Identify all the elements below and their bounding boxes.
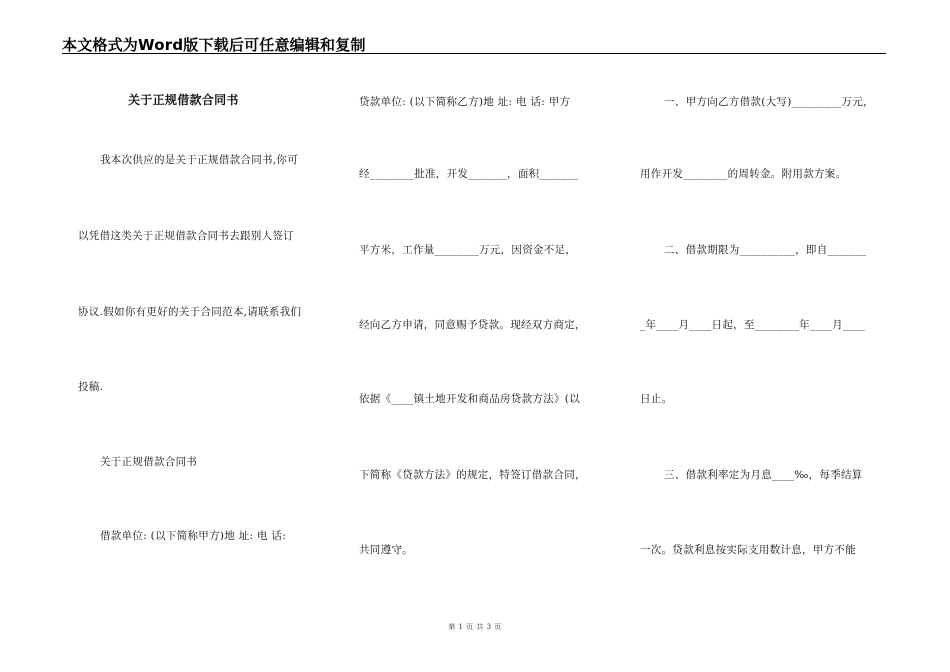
paragraph-line: 平方米，工作量________万元，因资金不足， [359, 244, 577, 256]
document-title: 关于正规借款合同书 [128, 93, 239, 107]
paragraph-line: 二、借款期限为__________，即自_______ [664, 244, 867, 256]
paragraph-line: 下简称《贷款方法》的规定，特签订借款合同， [359, 469, 586, 481]
paragraph-line: 协议.假如你有更好的关于合同范本,请联系我们 [78, 306, 302, 318]
paragraph-line: 三、借款利率定为月息____‰，每季结算 [664, 469, 863, 481]
section-heading: 关于正规借款合同书 [100, 456, 198, 468]
paragraph-line: 一、甲方向乙方借款(大写)_________万元， [664, 96, 874, 108]
paragraph-line: 贷款单位: (以下简称乙方)地 址: 电 话: 甲方 [359, 96, 571, 108]
header-divider [62, 53, 886, 54]
paragraph-line: 经________批准，开发_______，面积_______ [359, 168, 579, 180]
paragraph-line: _年____月____日起，至________年____月____ [640, 319, 866, 331]
paragraph-line: 依据《____镇土地开发和商品房贷款方法》(以 [359, 393, 580, 405]
paragraph-line: 共同遵守。 [359, 544, 413, 556]
paragraph-line: 借款单位: (以下简称甲方)地 址: 电 话: [100, 530, 287, 542]
paragraph-line: 以凭借这类关于正规借款合同书去跟别人签订 [78, 230, 294, 242]
page-number: 第 1 页 共 3 页 [448, 623, 502, 631]
paragraph-line: 我本次供应的是关于正规借款合同书,你可 [100, 154, 299, 166]
paragraph-line: 一次。贷款利息按实际支用数计息，甲方不能 [640, 544, 856, 556]
paragraph-line: 日止。 [640, 393, 673, 405]
paragraph-line: 投稿. [78, 381, 104, 393]
paragraph-line: 用作开发________的周转金。附用款方案。 [640, 168, 847, 180]
paragraph-line: 经向乙方申请，同意赐予贷款。现经双方商定， [359, 319, 586, 331]
document-header: 本文格式为Word版下载后可任意编辑和复制 [62, 36, 366, 54]
